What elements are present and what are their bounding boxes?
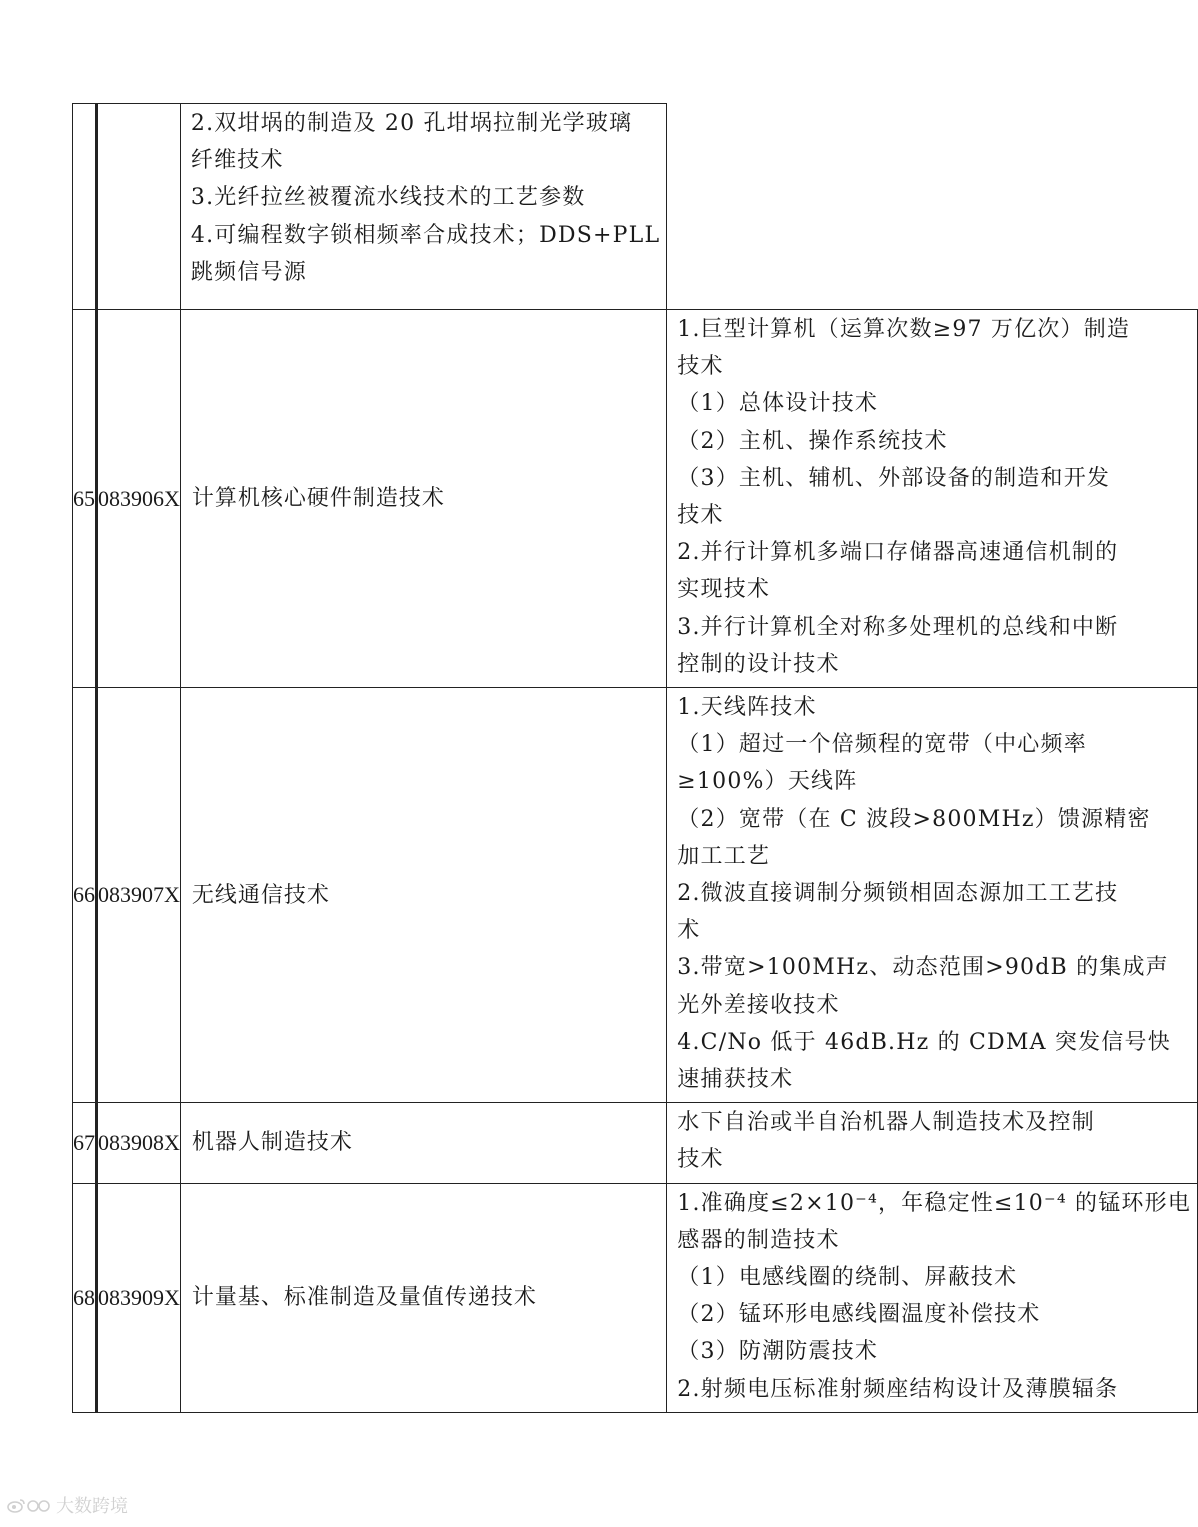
technology-table [72, 103, 1198, 1413]
content-line: 光外差接收技术 [677, 992, 840, 1018]
content-line: 2.双坩埚的制造及 20 孔坩埚拉制光学玻璃 [190, 111, 633, 136]
content-line: （1）超过一个倍频程的宽带（中心频率 [677, 732, 1087, 758]
content-line: 纤维技术 [190, 148, 284, 174]
content-line: 3.并行计算机全对称多处理机的总线和中断 [677, 614, 1119, 640]
content-line: 技术 [677, 1147, 724, 1173]
content-line: 加工工艺 [677, 843, 771, 869]
content-line: 感器的制造技术 [677, 1227, 840, 1253]
content-line: （2）锰环形电感线圈温度补偿技术 [677, 1302, 1041, 1328]
content-line: 实现技术 [677, 577, 771, 603]
content-line: 4.C/No 低于 46dB.Hz 的 CDMA 突发信号快 [677, 1029, 1171, 1055]
table-row [73, 310, 1198, 688]
tech-name: 无线通信技术 [180, 688, 666, 1103]
table-row [73, 1183, 1198, 1412]
content-line: 1.巨型计算机（运算次数≥97 万亿次）制造 [677, 317, 1131, 342]
name-cell [98, 104, 181, 310]
watermark-text: 大数跨境 [56, 1496, 128, 1517]
content-line: 速捕获技术 [677, 1067, 794, 1093]
table-row [73, 1103, 1198, 1183]
weibo-logo-icon [6, 1496, 50, 1514]
content-cell [667, 1103, 1198, 1183]
content-cell [180, 104, 666, 310]
content-line: 技术 [677, 503, 724, 529]
table-row-continuation [73, 104, 1198, 310]
content-line: ≥100%）天线阵 [677, 769, 858, 795]
tech-name: 计量基、标准制造及量值传递技术 [180, 1183, 666, 1412]
content-line: 技术 [677, 354, 724, 380]
row-number: 66 [73, 688, 96, 1103]
content-line: 1.天线阵技术 [677, 695, 817, 721]
content-line: 2.微波直接调制分频锁相固态源加工工艺技 [677, 881, 1119, 907]
content-line: 2.并行计算机多端口存储器高速通信机制的 [677, 540, 1119, 566]
content-line: （2）宽带（在 C 波段>800MHz）馈源精密 [677, 806, 1151, 832]
content-line: 3.光纤拉丝被覆流水线技术的工艺参数 [190, 185, 586, 211]
tech-name: 计算机核心硬件制造技术 [180, 310, 666, 688]
content-line: 3.带宽>100MHz、动态范围>90dB 的集成声 [677, 955, 1169, 981]
content-cell [667, 310, 1198, 688]
content-line: （1）总体设计技术 [677, 391, 879, 417]
tech-code: 083908X [98, 1103, 181, 1183]
content-line: 控制的设计技术 [677, 651, 840, 677]
content-line: （3）主机、辅机、外部设备的制造和开发 [677, 465, 1111, 491]
row-number: 67 [73, 1103, 96, 1183]
number-cell [73, 104, 96, 310]
content-line: 跳频信号源 [190, 259, 307, 285]
content-line: （2）主机、操作系统技术 [677, 428, 948, 454]
tech-code: 083907X [98, 688, 181, 1103]
watermark [6, 1492, 128, 1518]
tech-code: 083909X [98, 1183, 181, 1412]
content-line: 1.准确度≤2×10⁻⁴，年稳定性≤10⁻⁴ 的锰环形电 [677, 1190, 1192, 1216]
content-cell [667, 688, 1198, 1103]
content-line: 水下自治或半自治机器人制造技术及控制 [677, 1110, 1095, 1136]
content-line: 4.可编程数字锁相频率合成技术；DDS+PLL [190, 222, 661, 248]
tech-name: 机器人制造技术 [180, 1103, 666, 1183]
content-line: 术 [677, 918, 701, 944]
row-number: 65 [73, 310, 96, 688]
content-line: （3）防潮防震技术 [677, 1339, 879, 1365]
row-number: 68 [73, 1183, 96, 1412]
tech-code: 083906X [98, 310, 181, 688]
content-cell [667, 1183, 1198, 1412]
content-line: （1）电感线圈的绕制、屏蔽技术 [677, 1265, 1018, 1291]
content-line: 2.射频电压标准射频座结构设计及薄膜辐条 [677, 1376, 1119, 1402]
table-row [73, 688, 1198, 1103]
